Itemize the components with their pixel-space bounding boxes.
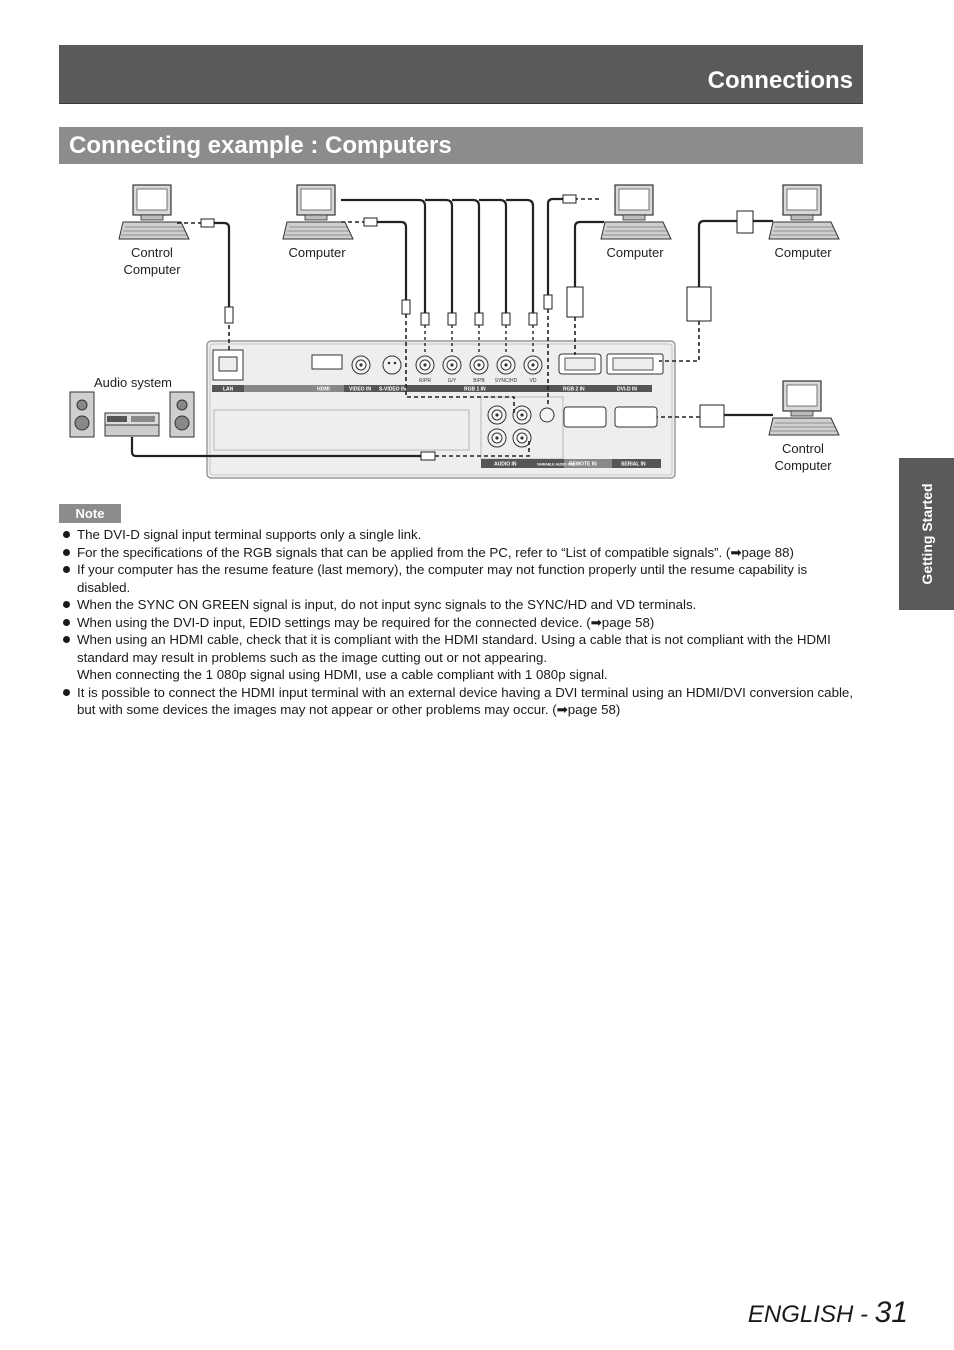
audio-in-terminal-label: AUDIO IN <box>494 461 517 468</box>
list-item: It is possible to connect the HDMI input terminal with an external device having a DVI terminal using an HDMI/DVI conversion cable, but with some devices the images may not appear or other problems may occur. (➡page 58) <box>62 684 862 719</box>
note-badge: Note <box>59 504 121 523</box>
page-number: 31 <box>874 1296 908 1329</box>
rgb1-in-terminal-label: RGB 1 IN <box>464 386 486 393</box>
computer-3-label: Computer <box>774 245 832 260</box>
g-y-label: G/Y <box>447 378 457 384</box>
list-item: The DVI-D signal input terminal supports only a single link. <box>62 526 862 544</box>
computer-3-icon <box>769 185 839 239</box>
computer-1-label: Computer <box>288 245 346 260</box>
page-footer <box>748 1296 908 1330</box>
r-pr-label: R/PR <box>419 378 431 384</box>
list-item: When using an HDMI cable, check that it is compliant with the HDMI standard. Using a cable that is not compliant with the HDMI standard may result in problems such as the image cutting out or not appearing. When connecting the 1 080p signal using HDMI, use a cable compliant with 1 080p signal. <box>62 631 862 684</box>
s-video-in-terminal-label: S-VIDEO IN <box>379 386 406 393</box>
control-computer-right-icon <box>769 381 839 435</box>
list-item: When using the DVI-D input, EDID settings may be required for the connected device. (➡page 58) <box>62 614 862 632</box>
control-computer-right-label-2: Computer <box>774 458 832 473</box>
list-item: When the SYNC ON GREEN signal is input, do not input sync signals to the SYNC/HD and VD terminals. <box>62 596 862 614</box>
audio-system-icon <box>70 392 194 437</box>
b-pb-label: B/PB <box>473 378 485 384</box>
computer-1-icon <box>283 185 353 239</box>
control-computer-left-label-2: Computer <box>123 262 181 277</box>
control-computer-left-label-1: Control <box>131 245 173 260</box>
audio-system-label: Audio system <box>93 375 173 390</box>
connection-diagram <box>59 175 863 485</box>
dvi-d-in-terminal-label: DVI-D IN <box>617 386 637 393</box>
vd-label: VD <box>529 378 537 384</box>
control-computer-left-icon <box>119 185 189 239</box>
section-title: Connecting example : Computers <box>69 132 452 159</box>
remote-in-terminal-label: REMOTE IN <box>569 461 597 468</box>
sync-hd-label: SYNC/HD <box>494 378 518 384</box>
list-item: If your computer has the resume feature (last memory), the computer may not function properly until the resume capability is disabled. <box>62 561 862 596</box>
chapter-title: Connections <box>707 67 853 94</box>
projector-terminal-panel <box>207 341 675 478</box>
side-tab-getting-started <box>899 458 954 610</box>
computer-2-label: Computer <box>606 245 664 260</box>
list-item: For the specifications of the RGB signals that can be applied from the PC, refer to “List of compatible signals”. (➡page 88) <box>62 544 862 562</box>
computer-2-icon <box>601 185 671 239</box>
variable-audio-out-terminal-label: VARIABLE AUDIO OUT <box>537 462 576 467</box>
side-tab-label: Getting Started <box>918 483 935 585</box>
note-list <box>62 526 862 719</box>
lan-terminal-label: LAN <box>223 386 234 393</box>
rgb2-in-terminal-label: RGB 2 IN <box>563 386 585 393</box>
section-header <box>59 127 863 164</box>
footer-language: ENGLISH - <box>747 1301 875 1328</box>
serial-in-terminal-label: SERIAL IN <box>621 461 646 468</box>
video-in-terminal-label: VIDEO IN <box>349 386 371 393</box>
hdmi-terminal-label: HDMI <box>317 386 330 393</box>
control-computer-right-label-1: Control <box>782 441 824 456</box>
chapter-header <box>59 45 863 104</box>
